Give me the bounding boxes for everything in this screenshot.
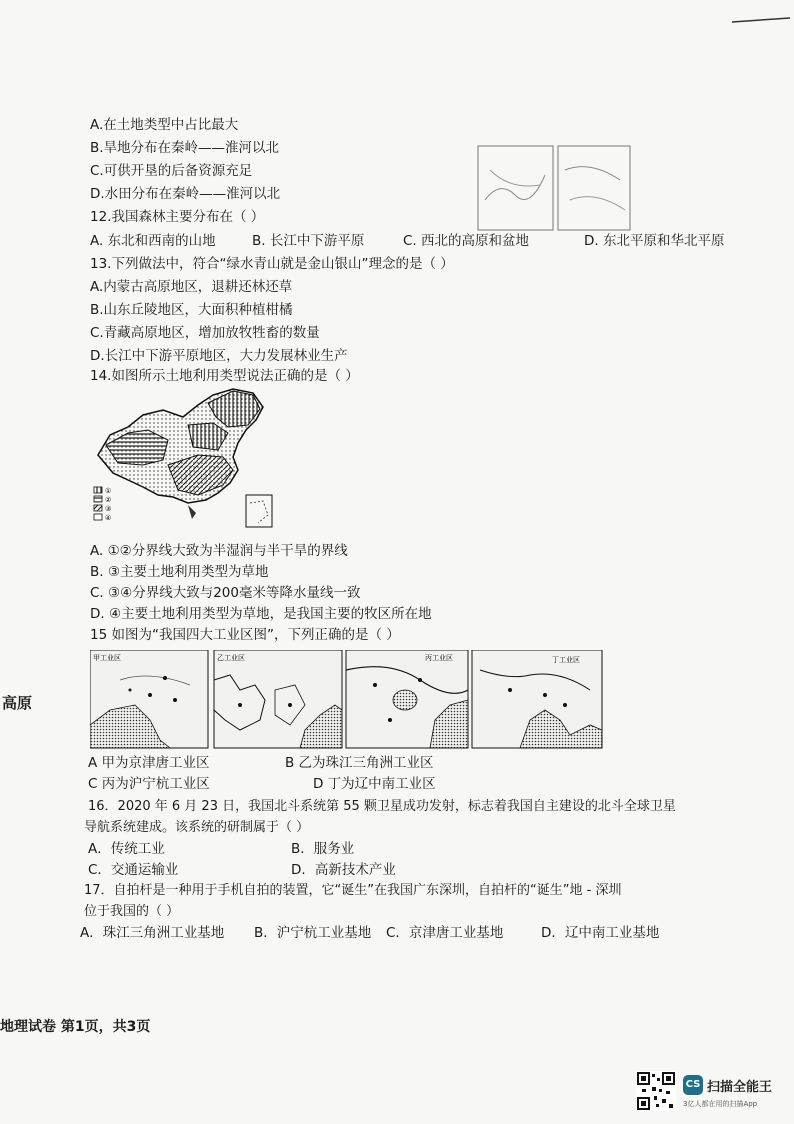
q11-option-c: C.可供开垦的后备资源充足 bbox=[90, 163, 253, 179]
q11-option-a: A.在土地类型中占比最大 bbox=[90, 117, 239, 133]
q12-option-a: A. 东北和西南的山地 bbox=[90, 233, 216, 249]
q15-option-a: A 甲为京津唐工业区 bbox=[88, 755, 210, 771]
q15-options-row2 bbox=[88, 775, 588, 793]
q16-option-c: C．交通运输业 bbox=[88, 862, 179, 878]
q14-land-use-map bbox=[88, 385, 283, 535]
q12-option-c: C. 西北的高原和盆地 bbox=[403, 233, 530, 249]
q16-option-d: D．高新技术产业 bbox=[291, 862, 396, 878]
q13-option-b: B.山东丘陵地区，大面积种植柑橘 bbox=[90, 302, 293, 318]
q13-option-d: D.长江中下游平原地区，大力发展林业生产 bbox=[90, 348, 348, 364]
q15-option-d: D 丁为辽中南工业区 bbox=[313, 776, 436, 792]
q16-stem-line2: 导航系统建成。该系统的研制属于（ ） bbox=[84, 820, 310, 835]
q13-stem: 13.下列做法中，符合“绿水青山就是金山银山”理念的是（ ） bbox=[90, 256, 454, 272]
q17-option-c: C．京津唐工业基地 bbox=[386, 925, 504, 941]
q16-option-b: B．服务业 bbox=[291, 841, 355, 857]
map-label-ding: 丁工业区 bbox=[552, 656, 580, 664]
q13-option-c: C.青藏高原地区，增加放牧牲畜的数量 bbox=[90, 325, 320, 341]
q15-option-b: B 乙为珠江三角洲工业区 bbox=[285, 755, 434, 771]
q17-option-b: B．沪宁杭工业基地 bbox=[254, 925, 372, 941]
q12-options bbox=[90, 232, 770, 250]
q12-stem: 12.我国森林主要分布在（ ） bbox=[90, 209, 265, 225]
scanner-tagline: 3亿人都在用的扫描App bbox=[683, 1100, 758, 1108]
q17-stem-line1: 17．自拍杆是一种用于手机自拍的装置，它“诞生”在我国广东深圳，自拍杆的“诞生”地 - 深圳 bbox=[84, 883, 622, 898]
page-footer: 地理试卷 第1页，共3页 bbox=[0, 1019, 151, 1035]
map-label-bing: 丙工业区 bbox=[425, 654, 453, 662]
q16-options-row1 bbox=[88, 840, 588, 858]
q11-option-b: B.旱地分布在秦岭——淮河以北 bbox=[90, 140, 280, 156]
q14-option-c: C. ③④分界线大致与200毫米等降水量线一致 bbox=[90, 585, 361, 601]
map-label-jia: 甲工业区 bbox=[93, 654, 121, 662]
q16-option-a: A．传统工业 bbox=[88, 841, 165, 857]
q17-options bbox=[80, 924, 680, 942]
q12-option-b: B. 长江中下游平原 bbox=[252, 233, 365, 249]
margin-label: 高原 bbox=[2, 694, 33, 712]
q14-option-b: B. ③主要土地利用类型为草地 bbox=[90, 564, 269, 580]
map-label-yi: 乙工业区 bbox=[217, 654, 245, 662]
q14-legend-3: ③ bbox=[105, 505, 112, 513]
q15-options-row1 bbox=[88, 754, 588, 772]
q13-option-a: A.内蒙古高原地区，退耕还林还草 bbox=[90, 279, 293, 295]
scan-mark bbox=[730, 14, 794, 26]
q15-stem: 15 如图为“我国四大工业区图”，下列正确的是（ ） bbox=[90, 627, 400, 643]
q14-stem: 14.如图所示土地利用类型说法正确的是（ ） bbox=[90, 368, 359, 384]
camscanner-logo-icon: CS bbox=[683, 1075, 703, 1095]
q14-legend-2: ② bbox=[105, 496, 112, 504]
q14-legend-4: ④ bbox=[105, 514, 112, 522]
q15-industrial-maps bbox=[90, 650, 604, 750]
q16-options-row2 bbox=[88, 861, 588, 879]
q16-stem-line1: 16．2020 年 6 月 23 日，我国北斗系统第 55 颗卫星成功发射，标志着我国自主建设的北斗全球卫星 bbox=[88, 799, 676, 814]
q12-option-d: D. 东北平原和华北平原 bbox=[584, 233, 725, 249]
q17-option-a: A．珠江三角洲工业基地 bbox=[80, 925, 225, 941]
q17-stem-line2: 位于我国的（ ） bbox=[84, 904, 180, 919]
q14-legend-1: ① bbox=[105, 487, 112, 495]
q11-map-figures bbox=[470, 140, 635, 235]
q14-option-d: D. ④主要土地利用类型为草地，是我国主要的牧区所在地 bbox=[90, 606, 432, 622]
q11-option-d: D.水田分布在秦岭——淮河以北 bbox=[90, 186, 281, 202]
qr-code-icon bbox=[636, 1071, 676, 1111]
q17-option-d: D．辽中南工业基地 bbox=[541, 925, 660, 941]
scanner-app-name: 扫描全能王 bbox=[707, 1080, 773, 1095]
q14-option-a: A. ①②分界线大致为半湿润与半干旱的界线 bbox=[90, 543, 348, 559]
q15-option-c: C 丙为沪宁杭工业区 bbox=[88, 776, 210, 792]
